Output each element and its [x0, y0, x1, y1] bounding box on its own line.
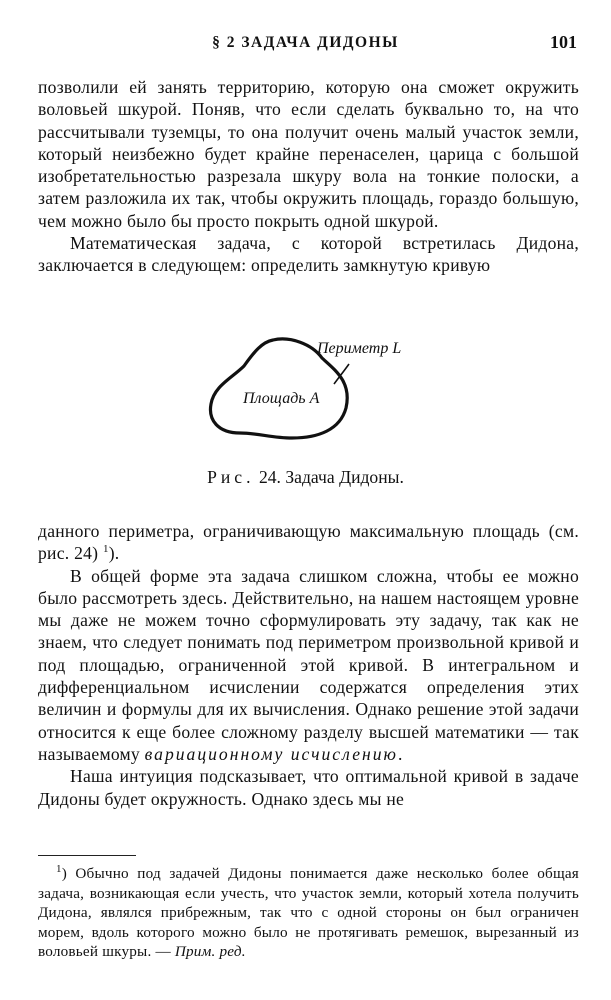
paragraph-3: [38, 520, 579, 565]
area-label: Площадь A: [243, 390, 320, 407]
paragraph-5: Наша интуиция подсказывает, что оптимальной кривой в задаче Дидоны будет окружность. Однако здесь мы не: [38, 766, 579, 809]
running-header: [0, 34, 611, 56]
figure-caption: [0, 467, 611, 488]
footnote-ref: 1: [102, 543, 109, 556]
perimeter-label: Периметр L: [317, 340, 402, 357]
footnote-paragraph: [38, 864, 579, 962]
caption-text: 24. Задача Дидоны.: [258, 467, 404, 487]
caption-prefix: Рис.: [207, 467, 255, 487]
footnote-mark: 1: [56, 862, 62, 875]
emphasis-variational-calculus: вариационному исчислению: [144, 743, 398, 764]
paragraph-4: [38, 565, 579, 766]
footnote-rule: [38, 855, 136, 856]
dido-figure: [200, 334, 460, 446]
footnote-text: ) Обычно под задачей Дидоны понимается даже несколько более общая задача, возникающая если учесть, что участок земли, который хотела получить Дидона, являлся прибрежным, так что с одной стороны он был ограничен морем, вдоль которого можно было не протягивать ремешок, вырезанный из воловьей шкуры. —: [38, 865, 579, 961]
paragraph-4-text: В общей форме эта задача слишком сложна, чтобы ее можно было рассмотреть здесь. Действительно, на нашем настоящем уровне мы даже не можем точно сформулировать эту задачу, так как не знаем, что следует понимать под периметром произвольной кривой и под площадью, ограниченной этой кривой. В интегральном и дифференциальном исчислении содержатся определения этих величин и формулы для их вычисления. Однако решение этой задачи относится к еще более сложному разделу высшей математики — так называемому: [38, 565, 579, 764]
paragraph-1: позволили ей занять территорию, которую она сможет окружить воловьей шкурой. Поняв, что если сделать буквально то, на что рассчитывали туземцы, то она получит очень малый участок земли, который неизбежно будет крайне перенаселен, царица с большой изобретательностью разрезала шкуру вола на тонкие полоски, а затем разложила их так, чтобы окружить площадь, гораздо большую, чем можно было бы просто покрыть одной шкурой.: [38, 77, 579, 231]
paragraph-2: Математическая задача, с которой встретилась Дидона, заключается в следующем: определить замкнутую кривую: [38, 233, 579, 276]
page-number: 101: [550, 32, 577, 52]
body-text-top: [38, 76, 579, 277]
body-text-bottom: [38, 520, 579, 810]
paragraph-3-end: ).: [108, 543, 120, 564]
paragraph-4-end: .: [397, 743, 403, 764]
footnote: [38, 864, 579, 962]
editor-note: Прим. ред.: [174, 943, 246, 961]
section-title: § 2 ЗАДАЧА ДИДОНЫ: [212, 34, 399, 51]
paragraph-3-text: данного периметра, ограничивающую максимальную площадь (см. рис. 24): [38, 521, 579, 564]
